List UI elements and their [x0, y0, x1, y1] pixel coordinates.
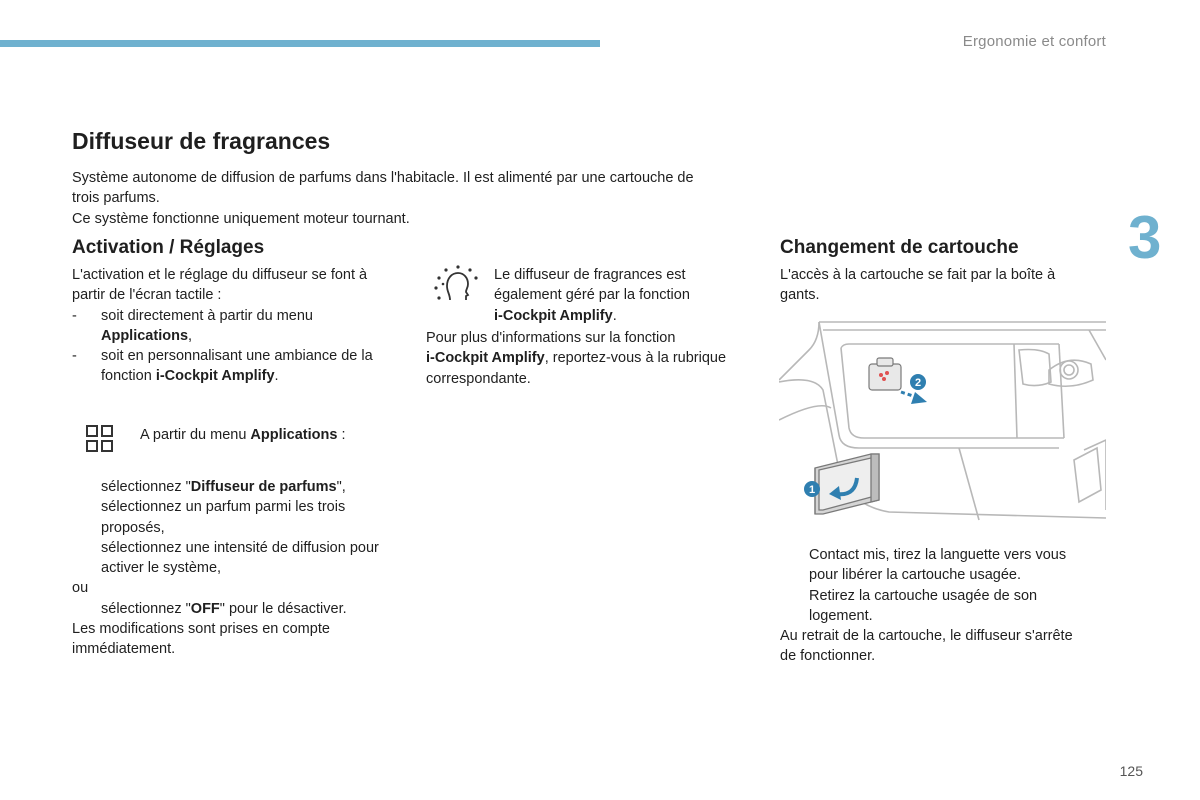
chapter-number: 3	[1128, 204, 1162, 271]
text-line: L'activation et le réglage du diffuseur se font à	[72, 267, 368, 283]
step-1-number: 1	[808, 484, 816, 496]
note-text	[494, 265, 754, 326]
bold-term: i-Cockpit Amplify	[494, 307, 613, 324]
text-line: Contact mis, tirez la languette vers vous	[809, 547, 1067, 563]
punctuation: ,	[188, 327, 193, 344]
list-item	[72, 477, 412, 497]
cartouche-steps	[780, 545, 1110, 667]
intro-line: Ce système fonctionne uniquement moteur tournant.	[72, 210, 410, 227]
text-line: L'accès à la cartouche se fait par la boîte à	[780, 267, 1056, 283]
list-item	[72, 346, 412, 387]
grid-apps-icon	[86, 425, 114, 453]
list-item	[72, 599, 412, 619]
bold-term: OFF	[190, 600, 220, 617]
note-more-info	[426, 328, 766, 389]
dash-marker: -	[72, 307, 77, 324]
bold-term: Applications	[250, 427, 338, 443]
text-line: soit directement à partir du menu	[101, 307, 313, 324]
text-line: pour libérer la cartouche usagée.	[809, 567, 1021, 584]
text-line: soit en personnalisant une ambiance de la	[101, 348, 373, 365]
text-line: proposés,	[101, 519, 165, 536]
glovebox-illustration	[779, 320, 1106, 540]
text-line: sélectionnez un parfum parmi les trois	[101, 499, 346, 516]
text-fragment: sélectionnez "	[101, 600, 191, 617]
bold-term: Diffuseur de parfums	[190, 479, 337, 495]
text-fragment: " pour le désactiver.	[219, 600, 347, 617]
head-aroma-icon	[428, 264, 478, 306]
list-item	[72, 538, 412, 579]
activation-heading: Activation / Réglages	[72, 237, 265, 258]
text-fragment: :	[337, 427, 346, 443]
text-line: logement.	[809, 607, 873, 624]
text-line: de fonctionner.	[780, 648, 876, 665]
text-fragment: , reportez-vous à la rubrique	[544, 350, 727, 367]
intro-line: Système autonome de diffusion de parfums dans l'habitacle. Il est alimenté par une cartouche de	[72, 170, 694, 186]
text-fragment: A partir du menu	[140, 427, 251, 443]
text-line: sélectionnez une intensité de diffusion pour	[101, 539, 379, 556]
page-title: Diffuseur de fragrances	[72, 128, 331, 154]
page-number: 125	[1119, 763, 1143, 779]
or-text: ou	[72, 580, 89, 597]
text-line: gants.	[780, 287, 820, 304]
activation-steps	[72, 477, 412, 660]
intro-line: trois parfums.	[72, 190, 160, 207]
dash-marker: -	[72, 348, 77, 365]
list-item	[780, 586, 1110, 627]
text-line: Pour plus d'informations sur la fonction	[426, 330, 676, 346]
punctuation: .	[612, 307, 617, 324]
text-line: Au retrait de la cartouche, le diffuseur s'arrête	[780, 628, 1073, 645]
cartouche-heading: Changement de cartouche	[780, 237, 1019, 258]
dash-list	[72, 306, 412, 387]
step-2-number: 2	[914, 377, 922, 389]
text-line: Retirez la cartouche usagée de son	[809, 587, 1038, 604]
bold-term: i-Cockpit Amplify	[155, 368, 275, 385]
text-line: immédiatement.	[72, 641, 176, 658]
text-fragment: ",	[336, 479, 346, 495]
bold-term: i-Cockpit Amplify	[426, 350, 545, 367]
text-line: également géré par la fonction	[494, 287, 690, 304]
bold-term: Applications	[101, 327, 189, 344]
text-line: Le diffuseur de fragrances est	[494, 267, 686, 283]
intro-paragraph	[72, 168, 772, 229]
activation-text	[72, 265, 412, 387]
list-item	[72, 306, 412, 347]
section-label: Ergonomie et confort	[962, 33, 1106, 50]
text-line: partir de l'écran tactile :	[72, 287, 222, 304]
text-line: Les modifications sont prises en compte	[72, 621, 330, 638]
top-accent-bar	[0, 40, 600, 47]
cartouche-intro	[780, 265, 1100, 306]
list-item	[72, 497, 412, 538]
text-line: correspondante.	[426, 370, 531, 387]
text-line: activer le système,	[101, 560, 222, 577]
punctuation: .	[274, 368, 279, 385]
list-item	[780, 545, 1110, 586]
text-fragment: fonction	[101, 368, 156, 385]
applications-menu-line	[140, 425, 346, 445]
text-fragment: sélectionnez "	[101, 479, 191, 495]
